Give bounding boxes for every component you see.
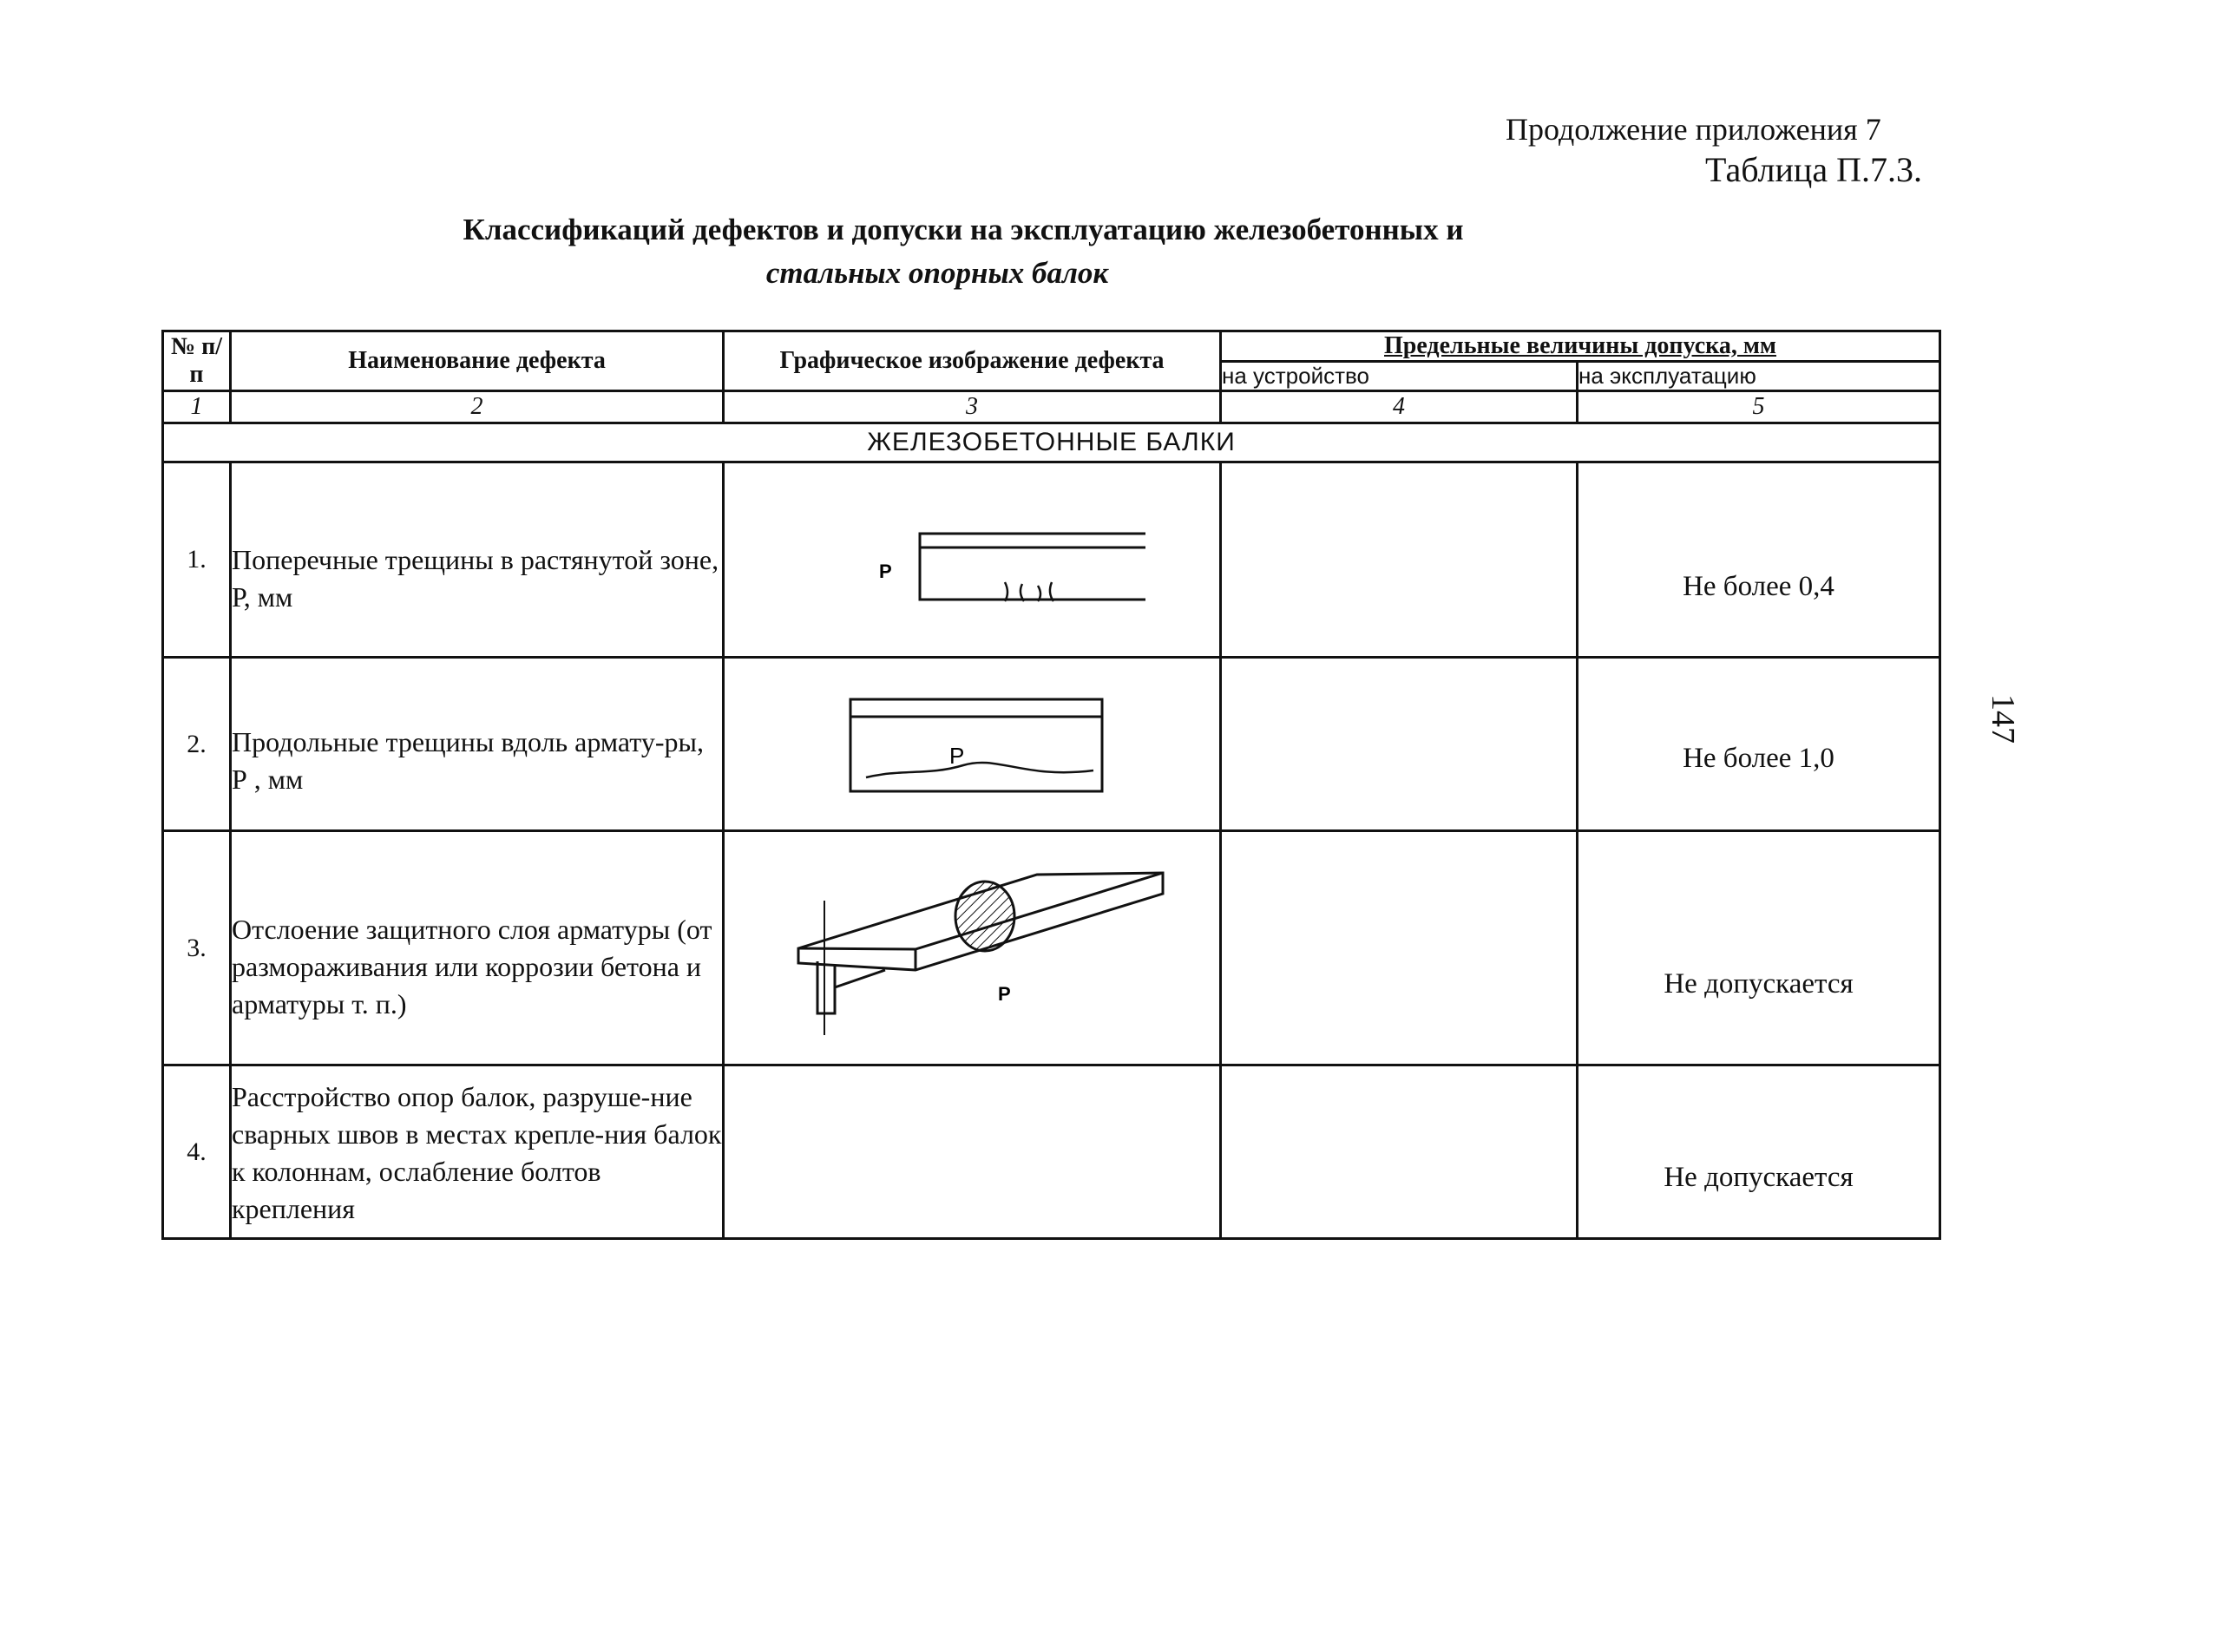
header-operation: на эксплуатацию	[1578, 362, 1940, 391]
table-row	[163, 831, 1940, 1065]
defect-name: Расстройство опор балок, разруше-ние сварных швов в местах крепле-ния балок к колоннам, ослабление болтов крепления	[231, 1065, 724, 1239]
install-tolerance	[1221, 462, 1578, 658]
defect-diagram	[724, 658, 1221, 831]
column-number: 4	[1221, 391, 1578, 423]
spalling-diagram	[772, 849, 1172, 1048]
header-num: № п/п	[163, 331, 231, 391]
install-tolerance	[1221, 831, 1578, 1065]
defect-name: Продольные трещины вдоль армату-ры, Р , мм	[231, 658, 724, 831]
page-number: 147	[1985, 694, 2021, 744]
defect-diagram	[724, 831, 1221, 1065]
row-number: 1.	[163, 462, 231, 658]
row-number: 2.	[163, 658, 231, 831]
row-number: 3.	[163, 831, 231, 1065]
title-line-2: стальных опорных балок	[765, 256, 1109, 290]
diagram-label: P	[998, 982, 1011, 1005]
table-row	[163, 658, 1940, 831]
diagram-label: P	[879, 560, 892, 582]
install-tolerance	[1221, 1065, 1578, 1239]
document-title	[347, 208, 1579, 295]
column-number: 3	[724, 391, 1221, 423]
table-row	[163, 462, 1940, 658]
defect-name: Поперечные трещины в растянутой зоне, Р, мм	[231, 462, 724, 658]
diagram-label: P	[949, 742, 965, 769]
table-row	[163, 1065, 1940, 1239]
install-tolerance	[1221, 658, 1578, 831]
column-number: 1	[163, 391, 231, 423]
section-heading: ЖЕЛЕЗОБЕТОННЫЕ БАЛКИ	[163, 423, 1940, 462]
operation-tolerance: Не допускается	[1578, 1065, 1940, 1239]
header-graphic: Графическое изображение дефекта	[724, 331, 1221, 391]
defect-diagram	[724, 462, 1221, 658]
table-number: Таблица П.7.3.	[1705, 150, 1922, 189]
longitudinal-cracks-diagram	[833, 692, 1111, 796]
transverse-cracks-diagram	[798, 508, 1145, 612]
header-name: Наименование дефекта	[231, 331, 724, 391]
operation-tolerance: Не более 0,4	[1578, 462, 1940, 658]
column-number: 5	[1578, 391, 1940, 423]
defect-name: Отслоение защитного слоя арматуры (от размораживания или коррозии бетона и арматуры т. п.)	[231, 831, 724, 1065]
header-limits: Предельные величины допуска, мм	[1221, 331, 1940, 362]
defects-table	[161, 330, 1941, 1240]
operation-tolerance: Не допускается	[1578, 831, 1940, 1065]
header-install: на устройство	[1221, 362, 1578, 391]
appendix-continuation: Продолжение приложения 7	[1506, 112, 1881, 147]
column-number: 2	[231, 391, 724, 423]
operation-tolerance: Не более 1,0	[1578, 658, 1940, 831]
row-number: 4.	[163, 1065, 231, 1239]
title-line-1: Классификаций дефектов и допуски на эксплуатацию железобетонных и	[463, 213, 1464, 246]
defect-diagram	[724, 1065, 1221, 1239]
